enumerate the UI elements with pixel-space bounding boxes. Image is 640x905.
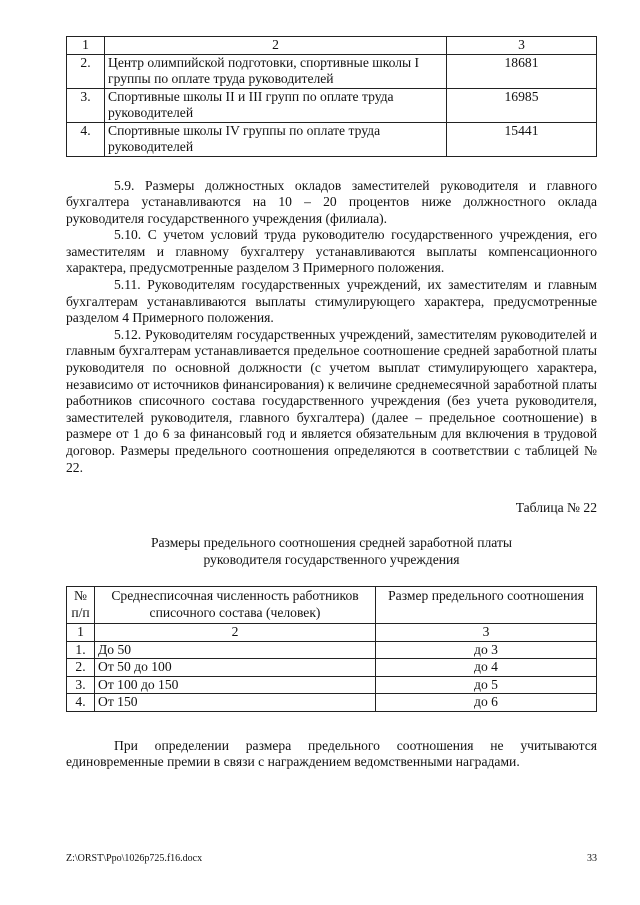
- row-range: От 100 до 150: [95, 676, 376, 694]
- row-range: До 50: [95, 641, 376, 659]
- paragraphs-block: [66, 178, 597, 477]
- row-number: 4.: [67, 694, 95, 712]
- row-text: Спортивные школы II и III групп по оплате труда руководителей: [105, 88, 447, 122]
- ratio-table: [66, 586, 597, 712]
- row-ratio: до 5: [376, 676, 597, 694]
- row-number: 1.: [67, 641, 95, 659]
- row-ratio: до 6: [376, 694, 597, 712]
- header-ratio: Размер предельного соотношения: [376, 587, 597, 624]
- column-number-1: 1: [67, 37, 105, 55]
- row-text: Центр олимпийской подготовки, спортивные школы I группы по оплате труда руководителей: [105, 54, 447, 88]
- table-row: [67, 676, 597, 694]
- file-path: Z:\ORST\Ppo\1026p725.f16.docx: [66, 853, 203, 864]
- row-text: Спортивные школы IV группы по оплате труда руководителей: [105, 122, 447, 156]
- table-row: [67, 54, 597, 88]
- final-paragraph: При определении размера предельного соотношения не учитываются единовременные премии в связи с награждением ведомственными наградами.: [66, 737, 597, 770]
- table-row: [67, 694, 597, 712]
- row-ratio: до 3: [376, 641, 597, 659]
- row-number: 2.: [67, 54, 105, 88]
- row-number: 3.: [67, 676, 95, 694]
- table-row: [67, 641, 597, 659]
- table-title-line-1: Размеры предельного соотношения средней заработной платы: [150, 535, 513, 551]
- header-headcount: Среднесписочная численность работников списочного состава (человек): [95, 587, 376, 624]
- header-number: № п/п: [67, 587, 95, 624]
- row-range: От 50 до 100: [95, 659, 376, 677]
- table-title-line-2: руководителя государственного учреждения: [203, 551, 460, 567]
- paragraph-5-10: 5.10. С учетом условий труда руководителю государственного учреждения, его заместителям и главному бухгалтеру устанавливаются выплаты компенсационного характера, предусмотренные разделом 3 Примерного положения.: [66, 227, 597, 276]
- table-header-row: [67, 37, 597, 55]
- page-number: 33: [587, 853, 597, 864]
- table-row: [67, 88, 597, 122]
- row-range: От 150: [95, 694, 376, 712]
- row-number: 2.: [67, 659, 95, 677]
- salary-table: [66, 36, 597, 157]
- row-value: 15441: [447, 122, 597, 156]
- table-title: [66, 535, 597, 568]
- paragraph-5-9: 5.9. Размеры должностных окладов заместителей руководителя и главного бухгалтера устанавливаются на 10 – 20 процентов ниже должностного оклада руководителя государственного учреждения (филиала).: [66, 177, 597, 226]
- row-value: 16985: [447, 88, 597, 122]
- document-page: [66, 36, 597, 771]
- column-number-1: 1: [67, 624, 95, 642]
- column-number-3: 3: [376, 624, 597, 642]
- table-reference: Таблица № 22: [515, 500, 597, 516]
- table-row: [67, 122, 597, 156]
- column-number-2: 2: [95, 624, 376, 642]
- column-number-2: 2: [105, 37, 447, 55]
- column-number-3: 3: [447, 37, 597, 55]
- paragraph-5-12: 5.12. Руководителям государственных учреждений, заместителям руководителей и главным бухгалтерам устанавливается предельное соотношение средней заработной платы руководителя по основной должности (с учетом выплат стимулирующего характера, независимо от источников финансирования) к величине среднемесячной заработной платы работников списочного состава государственного учреждения (без учета руководителя, заместителей руководителя, главного бухгалтера) (далее – предельное соотношение) в размере от 1 до 6 за финансовый год и является обязательным для включения в трудовой договор. Размеры предельного соотношения определяются в соответствии с таблицей № 22.: [66, 326, 597, 475]
- row-ratio: до 4: [376, 659, 597, 677]
- table-header-row: [67, 587, 597, 624]
- table-numbers-row: [67, 624, 597, 642]
- row-value: 18681: [447, 54, 597, 88]
- row-number: 4.: [67, 122, 105, 156]
- table-row: [67, 659, 597, 677]
- paragraph-5-11: 5.11. Руководителям государственных учреждений, их заместителям и главным бухгалтерам устанавливаются выплаты стимулирующего характера, предусмотренные разделом 4 Примерного положения.: [66, 277, 597, 326]
- row-number: 3.: [67, 88, 105, 122]
